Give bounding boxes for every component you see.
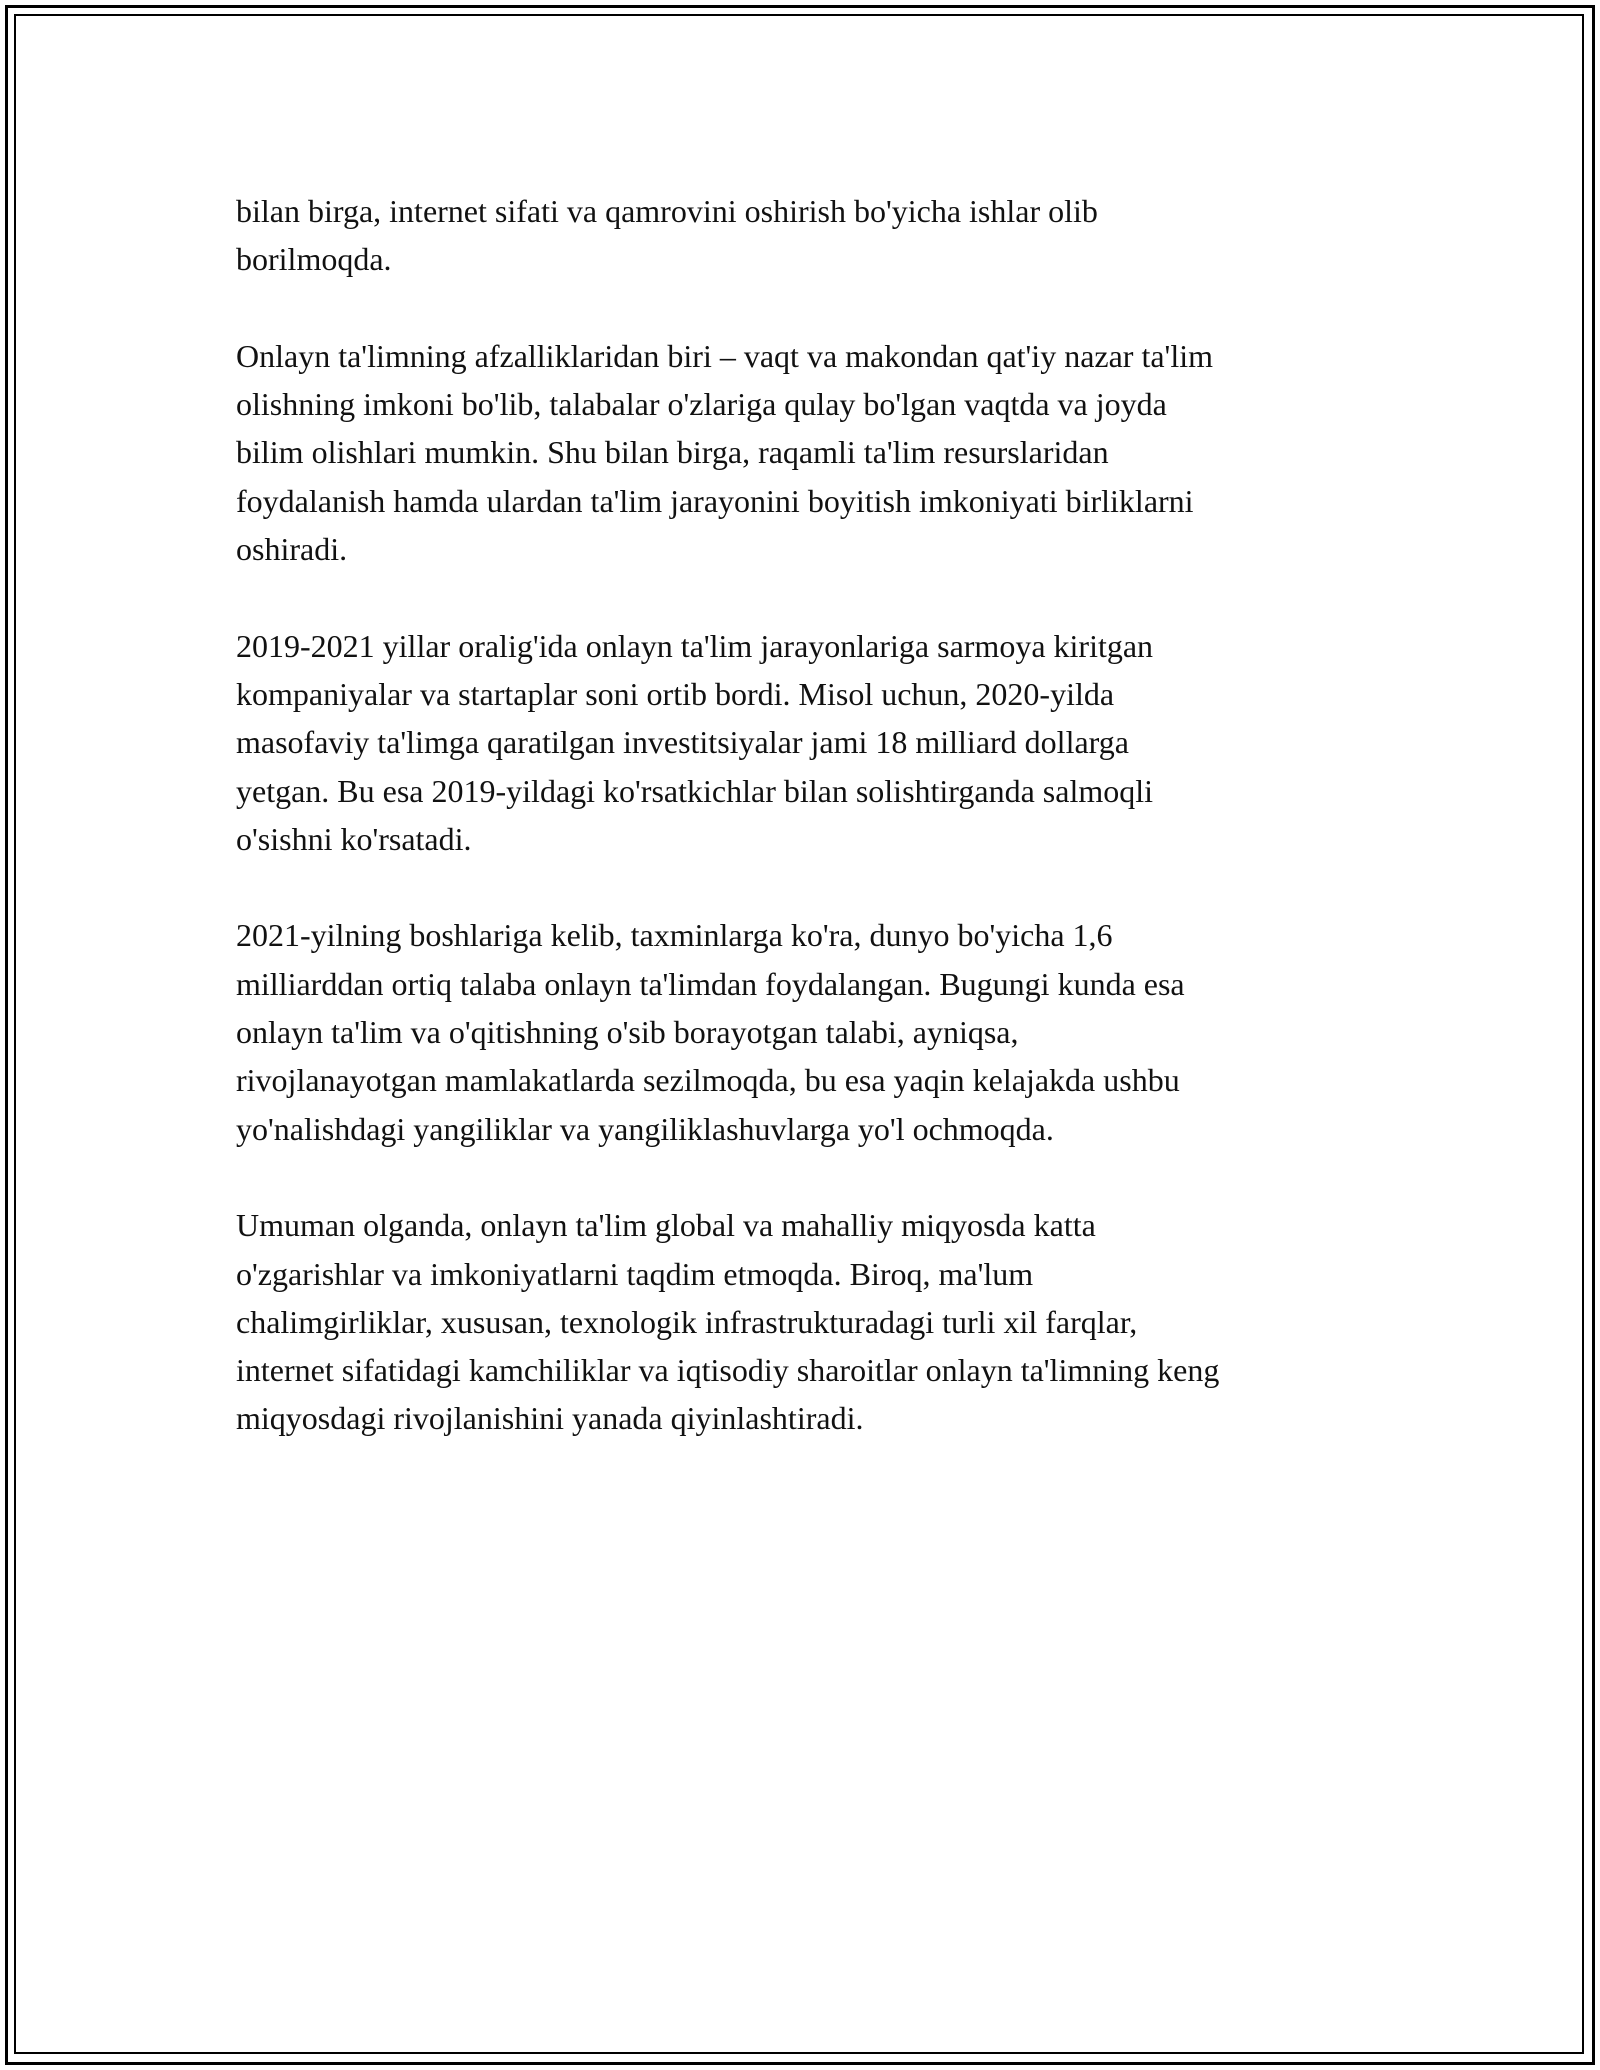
paragraph-5: Umuman olganda, onlayn ta'lim global va mahalliy miqyosda katta o'zgarishlar va imkoniyatlarni taqdim etmoqda. Biroq, ma'lum chalimgirliklar, xususan, texnologik infrastrukturadagi turli xil farqlar, internet sifatidagi kamchiliklar va iqtisodiy sharoitlar onlayn ta'limning keng miqyosdagi rivojlanishini yanada qiyinlashtiradi. <box>236 1207 1220 1437</box>
document-body <box>236 187 1386 1491</box>
paragraph-2: Onlayn ta'limning afzalliklaridan biri – vaqt va makondan qat'iy nazar ta'lim olishning imkoni bo'lib, talabalar o'zlariga qulay bo'lgan vaqtda va joyda bilim olishlari mumkin. Shu bilan birga, raqamli ta'lim resurslaridan foydalanish hamda ulardan ta'lim jarayonini boyitish imkoniyati birliklarni oshiradi. <box>236 337 1213 568</box>
paragraph-3: 2019-2021 yillar oralig'ida onlayn ta'lim jarayonlariga sarmoya kiritgan kompaniyalar va startaplar soni ortib bordi. Misol uchun, 2020-yilda masofaviy ta'limga qaratilgan investitsiyalar jami 18 milliard dollarga yetgan. Bu esa 2019-yildagi ko'rsatkichlar bilan solishtirganda salmoqli o'sishni ko'rsatadi. <box>236 627 1154 857</box>
paragraph-1: bilan birga, internet sifati va qamrovini oshirish bo'yicha ishlar olib borilmoqda. <box>236 193 1098 278</box>
paragraph-4: 2021-yilning boshlariga kelib, taxminlarga ko'ra, dunyo bo'yicha 1,6 milliarddan ortiq talaba onlayn ta'limdan foydalangan. Bugungi kunda esa onlayn ta'lim va o'qitishning o'sib borayotgan talabi, ayniqsa, rivojlanayotgan mamlakatlarda sezilmoqda, bu esa yaqin kelajakda ushbu yo'nalishdagi yangiliklar va yangiliklashuvlarga yo'l ochmoqda. <box>236 917 1185 1147</box>
